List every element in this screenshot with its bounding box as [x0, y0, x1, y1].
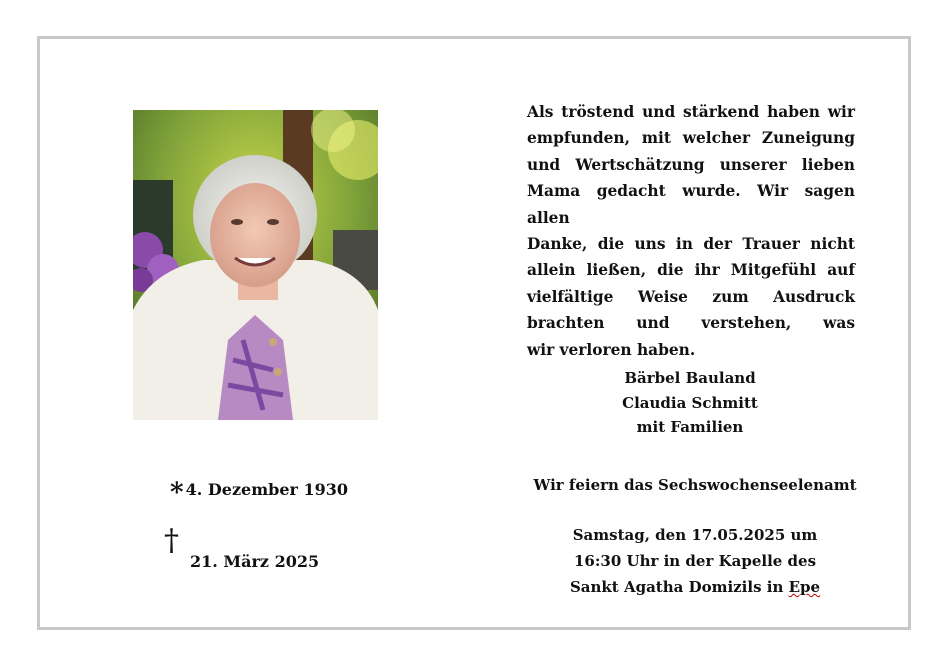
mass-place-town: Epe — [788, 578, 821, 596]
signer-family: mit Familien — [636, 418, 744, 436]
mass-time-line: 16:30 Uhr in der Kapelle des — [573, 552, 817, 570]
message-line: allein ließen, die ihr Mitgefühl auf — [527, 261, 855, 280]
gratitude-message — [527, 99, 855, 363]
death-date — [164, 523, 320, 571]
birth-star-icon: * — [170, 478, 184, 508]
mass-details — [520, 522, 870, 600]
message-line: vielfältige Weise zum Ausdruck — [527, 287, 855, 306]
signer-name: Bärbel Bauland — [624, 369, 756, 387]
signer-name: Claudia Schmitt — [622, 393, 758, 412]
signers — [540, 366, 840, 440]
message-line: empfunden, mit welcher Zuneigung — [527, 129, 855, 148]
message-line: Als tröstend und stärkend haben wir — [527, 103, 855, 121]
mass-date-line: Samstag, den 17.05.2025 um — [572, 526, 818, 544]
message-line: wir verloren haben. — [527, 340, 696, 359]
birth-date-text: 4. Dezember 1930 — [185, 480, 349, 499]
message-line: Mama gedacht wurde. Wir sagen allen — [527, 182, 855, 227]
death-cross-icon: † — [164, 523, 179, 558]
portrait-image — [133, 110, 378, 420]
portrait-photo — [133, 110, 378, 420]
mass-place-prefix: Sankt Agatha Domizils in — [569, 578, 789, 596]
message-line: und Wertschätzung unserer lieben — [527, 155, 855, 174]
death-date-text: 21. März 2025 — [190, 552, 320, 571]
mass-place-line — [520, 574, 870, 600]
message-line: Danke, die uns in der Trauer nicht — [527, 235, 855, 254]
message-line: brachten und verstehen, was — [527, 314, 855, 333]
birth-date — [170, 478, 348, 508]
mass-announcement-title: Wir feiern das Sechswochenseelenamt — [533, 476, 857, 494]
